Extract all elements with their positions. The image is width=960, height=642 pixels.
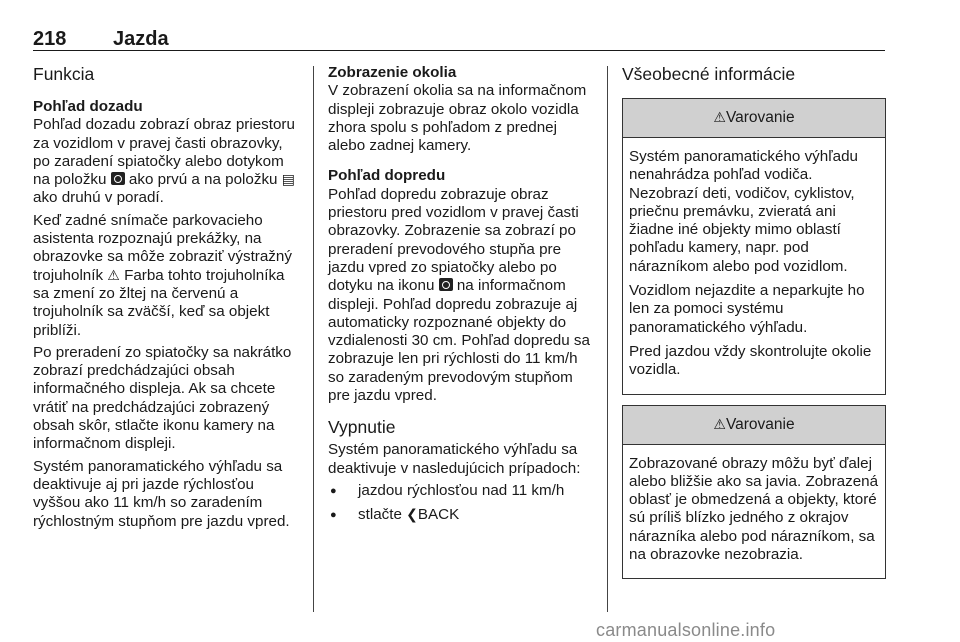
back-chevron-icon: ❮ — [406, 507, 418, 524]
list-item: ● stlačte ❮BACK — [328, 506, 594, 524]
section-heading-general: Všeobecné informácie — [622, 64, 796, 84]
page-title: Jazda — [113, 28, 169, 50]
page-number: 218 — [33, 28, 67, 50]
paragraph: Pred jazdou vždy skontrolujte okolie vozidla. — [629, 342, 872, 379]
back-label: BACK — [417, 506, 460, 524]
subheading-front-view: Pohľad dopredu — [328, 167, 446, 185]
bullet-list — [328, 482, 594, 525]
warning-body — [623, 138, 885, 394]
subheading-rear-view: Pohľad dozadu — [33, 98, 143, 115]
page-header — [33, 28, 885, 51]
section-heading-function: Funkcia — [33, 64, 95, 84]
paragraph: Systém panoramatického výhľadu sa deaktivuje aj pri jazde rýchlosťou vyššou ako 11 km/h so zaradením rýchlostným stupňom pre jazdu vpred. — [33, 457, 290, 530]
watermark: carmanualsonline.info — [596, 620, 776, 640]
warning-triangle-icon: ⚠ — [107, 267, 120, 284]
paragraph: V zobrazení okolia sa na informačnom displeji zobrazuje obraz okolo vozidla zhora spolu s pohľadom z prednej alebo zadnej kamery. — [328, 82, 587, 155]
split-view-icon: ▤ — [281, 172, 295, 189]
list-item: ● jazdou rýchlosťou nad 11 km/h — [328, 482, 594, 500]
camera-icon — [439, 278, 453, 291]
warning-header: ⚠Varovanie — [623, 406, 885, 445]
column-divider — [607, 66, 608, 612]
paragraph: Po preradení zo spiatočky sa nakrátko zobrazí predchádzajúci obsah informačného displeja. Ak sa chcete vrátiť na predchádzajúci zobrazený obsah skôr, stlačte ikonu kamery na informačnom displeji. — [33, 343, 292, 453]
paragraph: Keď zadné snímače parkovacieho asistenta rozpoznajú prekážky, na obrazovke sa môže zobraziť výstražný trojuholník ⚠ Farba tohto trojuholníka sa zmení zo žltej na červenú a trojuholník sa zväčší, keď sa objekt priblíži. — [33, 211, 292, 339]
column-left — [33, 64, 301, 535]
paragraph: Vozidlom nejazdite a neparkujte ho len za pomoci systému panoramatického výhľadu. — [629, 282, 865, 336]
column-divider — [313, 66, 314, 612]
warning-triangle-icon: ⚠ — [713, 416, 726, 433]
subheading-surround-view: Zobrazenie okolia — [328, 64, 457, 81]
warning-header: ⚠Varovanie — [623, 99, 885, 138]
paragraph: Systém panoramatického výhľadu nenahrádza pohľad vodiča. Nezobrazí deti, vodičov, cyklistov, priečnu premávku, zvieratá ani žiadne iné objekty mimo oblastí pohľadu kamery, napr. pod nárazníkom alebo pod vozidlom. — [629, 148, 858, 275]
paragraph: Systém panoramatického výhľadu sa deaktivuje v nasledujúcich prípadoch: — [328, 441, 581, 477]
warning-triangle-icon: ⚠ — [713, 110, 726, 126]
paragraph: Pohľad dopredu zobrazuje obraz priestoru pred vozidlom v pravej časti obrazovky. Zobrazenie sa zobrazí po preradení prevodového stupňa pre jazdu vpred zo spiatočky alebo po dotyku na ikonu na informačnom displeji. Pohľad dopredu zobrazuje aj automaticky rozpoznané objekty do vzdialenosti 30 cm. Pohľad dopredu sa zobrazuje len pri rýchlosti do 11 km/h so zaradeným prevodovým stupňom pre jazdu vpred. — [328, 185, 590, 405]
column-right — [622, 64, 886, 579]
paragraph: Pohľad dozadu zobrazí obraz priestoru za vozidlom v pravej časti obrazovky, po zaradení spiatočky alebo dotykom na položku ako prvú a na položku ▤ ako druhú v poradí. — [33, 116, 295, 207]
warning-body — [623, 445, 885, 579]
section-heading-disable: Vypnutie — [328, 417, 396, 438]
column-middle — [328, 64, 594, 531]
warning-box — [622, 405, 886, 580]
paragraph: Zobrazované obrazy môžu byť ďalej alebo bližšie ako sa javia. Zobrazená oblasť je obmedzená a objekty, ktoré sú príliš blízko jedného z okrajov nárazníka alebo pod nárazníkom, sa na obrazovke nezobrazia. — [629, 454, 879, 564]
warning-box — [622, 98, 886, 395]
camera-icon — [111, 172, 125, 185]
